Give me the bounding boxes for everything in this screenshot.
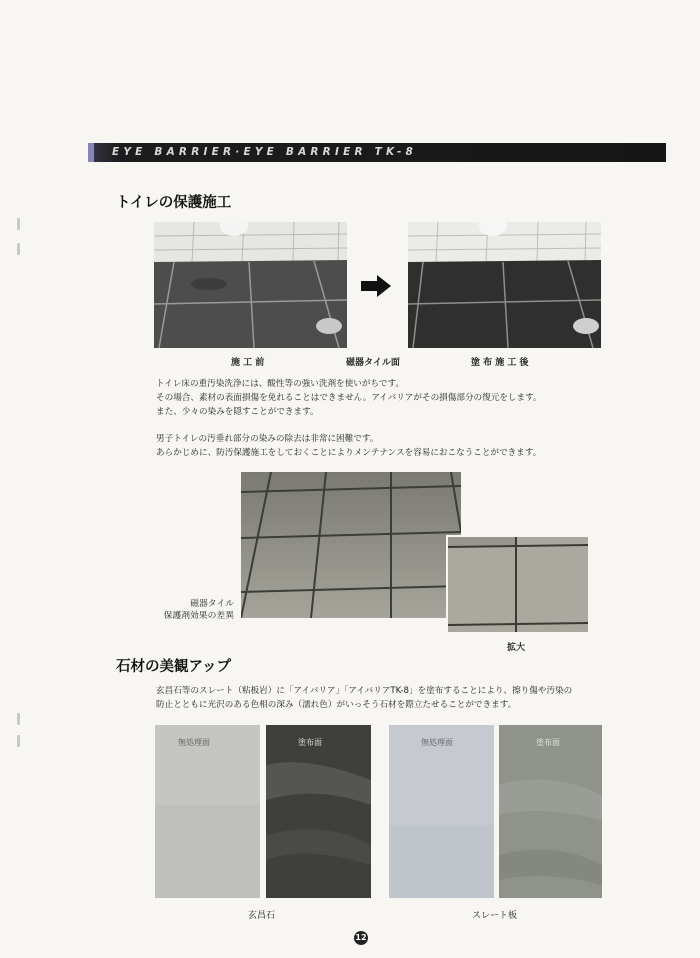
paragraph-toilet-1 xyxy=(156,377,542,420)
paragraph-stone xyxy=(156,684,572,712)
stone-sample-coated-slate xyxy=(499,725,602,898)
label-coated: 塗布面 xyxy=(298,738,322,747)
section-title-stone: 石材の美観アップ xyxy=(116,659,231,675)
binder-mark xyxy=(17,218,20,230)
stone-sample-untreated-genshoseki xyxy=(155,725,260,898)
caption-after: 塗 布 施 工 後 xyxy=(471,358,529,368)
page-number: 12 xyxy=(354,931,368,945)
text-line: その場合、素材の表面損傷を免れることはできません。アイバリアがその損傷部分の復元をします。 xyxy=(156,393,542,404)
text-line: また、少々の染みを隠すことができます。 xyxy=(156,407,319,418)
photo-tile-zoom xyxy=(446,535,590,634)
caption-zoom: 拡大 xyxy=(507,643,526,653)
arrow-right-icon xyxy=(361,275,391,297)
caption-line: 磁器タイル xyxy=(190,599,234,609)
stone-sample-untreated-slate xyxy=(389,725,494,898)
caption-genshoseki: 玄昌石 xyxy=(248,911,276,921)
binder-mark xyxy=(17,243,20,255)
paragraph-toilet-2 xyxy=(156,432,541,460)
label-coated: 塗布面 xyxy=(536,738,560,747)
binder-mark xyxy=(17,735,20,747)
caption-tile-effect xyxy=(148,598,234,622)
text-line: 防止とともに光沢のある色相の深み（濡れ色）がいっそう石材を際立たせることができます。 xyxy=(156,700,517,711)
photo-tile-floor xyxy=(241,472,461,618)
binder-mark xyxy=(17,713,20,725)
text-line: 玄昌石等のスレート（粘板岩）に「アイバリア」「アイバリアTK-8」を塗布することにより、擦り傷や汚染の xyxy=(156,686,573,696)
caption-tile-surface: 磁器タイル面 xyxy=(346,358,400,368)
photo-before-treatment xyxy=(154,222,347,348)
text-line: あらかじめに、防汚保護施工をしておくことによりメンテナンスを容易におこなうことができます。 xyxy=(156,448,542,459)
photo-after-treatment xyxy=(408,222,601,348)
caption-before: 施 工 前 xyxy=(231,358,265,368)
caption-line: 保護剤効果の差異 xyxy=(163,611,234,621)
stone-sample-coated-genshoseki xyxy=(266,725,371,898)
caption-slate: スレート板 xyxy=(472,911,518,921)
label-untreated: 無処理面 xyxy=(421,738,453,747)
text-line: トイレ床の重汚染洗浄には、酸性等の強い洗剤を使いがちです。 xyxy=(156,379,405,389)
section-title-toilet: トイレの保護施工 xyxy=(116,195,232,211)
banner-title: EYE BARRIER·EYE BARRIER TK-8 xyxy=(112,146,418,158)
banner-accent-strip xyxy=(88,143,94,162)
label-untreated: 無処理面 xyxy=(178,738,210,747)
text-line: 男子トイレの汚垂れ部分の染みの除去は非常に困難です。 xyxy=(156,434,379,444)
